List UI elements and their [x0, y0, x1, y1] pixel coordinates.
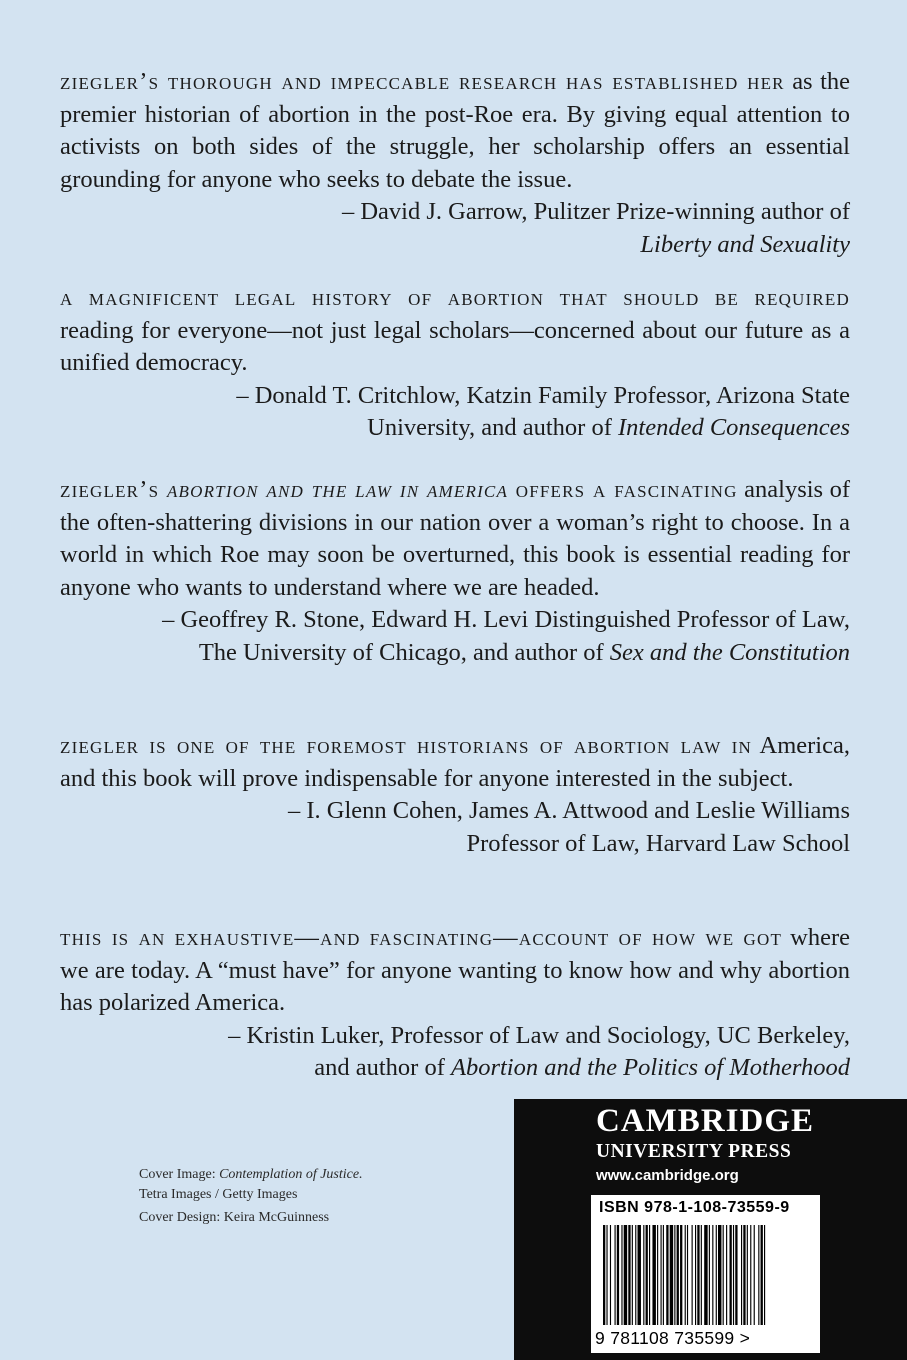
review-attribution-line-1: – Donald T. Critchlow, Katzin Family Professor, Arizona State: [236, 381, 850, 409]
review-text: [60, 730, 850, 795]
review-blurb-4: [60, 730, 850, 860]
review-text: [60, 922, 850, 1020]
review-lead: ziegler’s abortion and the law in america offers a fascinating: [60, 476, 738, 503]
review-attribution-line-2: Professor of Law, Harvard Law School: [466, 829, 850, 857]
barcode-digits: 9 781108 735599 >: [595, 1328, 751, 1348]
cover-image-source: Tetra Images / Getty Images: [139, 1187, 298, 1202]
review-lead: a magnificent legal history of abortion that should be required: [60, 284, 850, 311]
review-text: [60, 66, 850, 196]
review-text: [60, 474, 850, 604]
review-attribution-line-1: – Kristin Luker, Professor of Law and Sociology, UC Berkeley,: [228, 1021, 850, 1049]
review-blurb-3: [60, 474, 850, 669]
cover-design-credit: Cover Design: Keira McGuinness: [139, 1210, 330, 1225]
review-blurb-2: [60, 282, 850, 445]
review-lead: ziegler is one of the foremost historians of abortion law in: [60, 732, 752, 759]
review-body: where we are today. A “must have” for anyone wanting to know how and why abortion has polarized America.: [60, 924, 850, 1016]
review-attribution-line-2: Liberty and Sexuality: [640, 230, 850, 258]
review-attribution-line-2: and author of Abortion and the Politics of Motherhood: [314, 1054, 850, 1081]
review-text: [60, 282, 850, 380]
review-body: reading for everyone—not just legal scholars—concerned about our future as a unified democracy.: [60, 316, 850, 376]
isbn-label: ISBN 978-1-108-73559-9: [599, 1199, 790, 1216]
publisher-subname: UNIVERSITY PRESS: [596, 1141, 792, 1162]
publisher-url: www.cambridge.org: [596, 1167, 739, 1184]
review-attribution-line-1: – I. Glenn Cohen, James A. Attwood and Leslie Williams: [288, 797, 850, 824]
cover-credits: [139, 1165, 363, 1228]
review-attribution-line-2: University, and author of Intended Consequences: [367, 414, 850, 441]
review-attribution-line-1: – David J. Garrow, Pulitzer Prize-winning author of: [341, 198, 850, 225]
review-blurb-1: [60, 66, 850, 261]
book-title: abortion and the law in america: [166, 476, 509, 503]
review-lead: this is an exhaustive—and fascinating—account of how we got: [60, 924, 783, 951]
publisher-panel: [514, 1099, 907, 1360]
review-attribution-line-1: – Geoffrey R. Stone, Edward H. Levi Distinguished Professor of Law,: [162, 606, 850, 633]
publisher-name: CAMBRIDGE: [596, 1103, 815, 1139]
review-blurb-5: [60, 922, 850, 1085]
barcode-panel: [591, 1195, 820, 1353]
review-body: as the premier historian of abortion in the post-Roe era. By giving equal attention to activists on both sides of the struggle, her scholarship offers an essential grounding for anyone who seeks to debate the issue.: [60, 68, 850, 193]
cover-image-credit: Cover Image: Contemplation of Justice.: [139, 1167, 363, 1182]
review-body: America, and this book will prove indispensable for anyone interested in the subject.: [60, 732, 850, 792]
review-attribution-line-2: The University of Chicago, and author of Sex and the Constitution: [198, 638, 850, 666]
review-body: analysis of the often-shattering divisions in our nation over a woman’s right to choose. In a world in which Roe may soon be overturned, this book is essential reading for anyone who wants to understand where we are headed.: [60, 476, 851, 601]
barcode-icon: [595, 1225, 816, 1327]
review-lead: ziegler’s thorough and impeccable research has established her: [60, 68, 785, 95]
